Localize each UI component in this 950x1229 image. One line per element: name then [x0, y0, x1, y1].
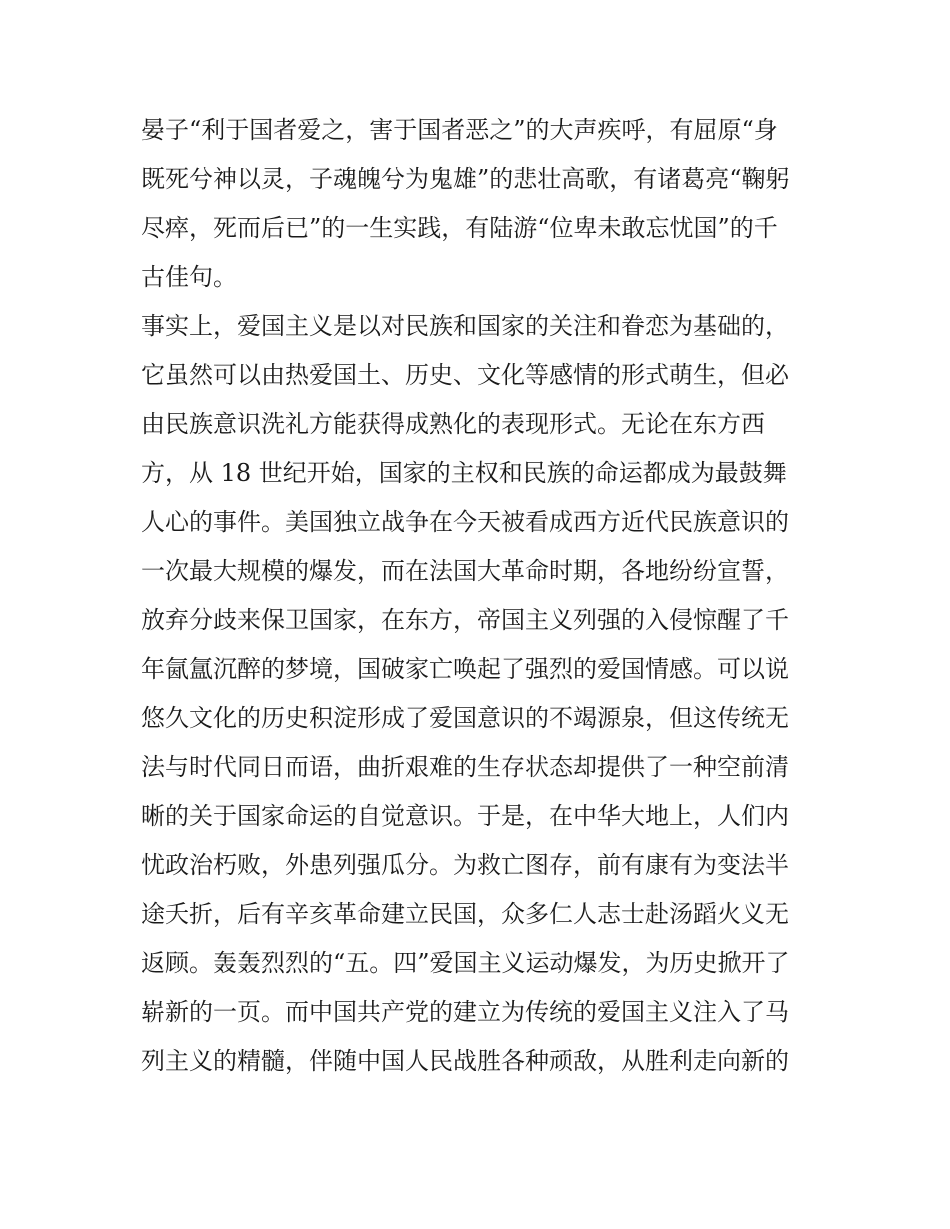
text-line: 它虽然可以由热爱国土、历史、文化等感情的形式萌生，但必 [141, 361, 789, 389]
text-line: 晏子“利于国者爱之，害于国者恶之”的大声疾呼，有屈原“身 [141, 116, 778, 144]
text-line: 人心的事件。美国独立战争在今天被看成西方近代民族意识的 [141, 508, 789, 536]
text-line: 由民族意识洗礼方能获得成熟化的表现形式。无论在东方西 [141, 410, 765, 438]
text-line: 尽瘁，死而后已”的一生实践，有陆游“位卑未敢忘忧国”的千 [141, 214, 778, 242]
text-line: 崭新的一页。而中国共产党的建立为传统的爱国主义注入了马 [141, 998, 789, 1026]
text-line: 方，从 18 世纪开始，国家的主权和民族的命运都成为最鼓舞 [141, 459, 787, 487]
text-line: 列主义的精髓，伴随中国人民战胜各种顽敌，从胜利走向新的 [141, 1047, 789, 1075]
text-line: 放弃分歧来保卫国家，在东方，帝国主义列强的入侵惊醒了千 [141, 606, 789, 634]
text-line: 忧政治朽败，外患列强瓜分。为救亡图存，前有康有为变法半 [141, 851, 789, 879]
text-line: 事实上，爱国主义是以对民族和国家的关注和眷恋为基础的， [141, 312, 789, 340]
text-line: 古佳句。 [141, 263, 237, 291]
text-line: 法与时代同日而语，曲折艰难的生存状态却提供了一种空前清 [141, 753, 789, 781]
text-line: 悠久文化的历史积淀形成了爱国意识的不竭源泉，但这传统无 [141, 704, 789, 732]
text-line: 返顾。轰轰烈烈的“五。四”爱国主义运动爆发，为历史掀开了 [141, 949, 790, 977]
text-line: 晰的关于国家命运的自觉意识。于是，在中华大地上，人们内 [141, 802, 789, 830]
text-line: 年氤氲沉醉的梦境，国破家亡唤起了强烈的爱国情感。可以说 [141, 655, 789, 683]
text-line: 途夭折，后有辛亥革命建立民国，众多仁人志士赴汤蹈火义无 [141, 900, 789, 928]
text-line: 既死兮神以灵，子魂魄兮为鬼雄”的悲壮高歌，有诸葛亮“鞠躬 [141, 165, 790, 193]
text-line: 一次最大规模的爆发，而在法国大革命时期，各地纷纷宣誓， [141, 557, 789, 585]
